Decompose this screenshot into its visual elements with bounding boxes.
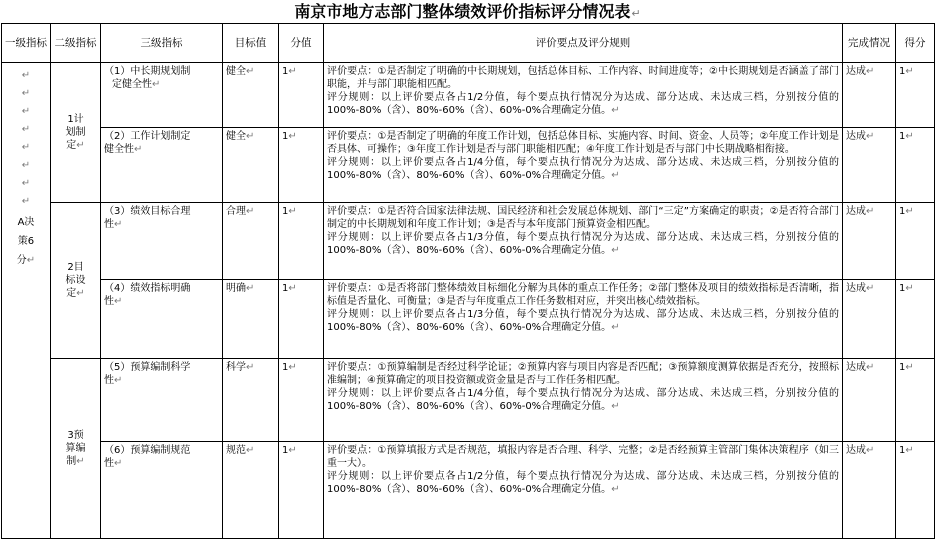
header-level2: 二级指标 [51, 24, 101, 63]
header-target: 目标值 [223, 24, 279, 63]
level1-label: A决 策6 分↵ [16, 217, 36, 266]
target-value: 健全↵ [223, 128, 279, 203]
rule-cell: 评价要点：①是否制定了明确的年度工作计划，包括总体目标、实施内容、时间、资金、人员等；②年度工作计划是否具体、可操作；③年度工作计划是否与部门职能相匹配；④年度工作计划是否与部门中长期战略相衔接。 评分规则：以上评价要点各占1/4分值，每个要点执行情况分为达成、部分达成、未达成三档，分别按分值的100%-80%（含）、80%-60%（含）、60%-0%合理确定分值。↵ [324, 128, 843, 203]
table-header-row [2, 24, 935, 63]
got-value: 1↵ [896, 442, 935, 539]
level3-cell: （3）绩效目标合理 性↵ [101, 203, 223, 280]
got-value: 1↵ [896, 63, 935, 128]
header-level3: 三级指标 [101, 24, 223, 63]
table-row [2, 280, 935, 359]
target-value: 合理↵ [223, 203, 279, 280]
score-value: 1↵ [279, 63, 324, 128]
target-value: 明确↵ [223, 280, 279, 359]
header-score: 分值 [279, 24, 324, 63]
table-row [2, 442, 935, 539]
table-row [2, 63, 935, 128]
table-row [2, 128, 935, 203]
score-value: 1↵ [279, 442, 324, 539]
got-value: 1↵ [896, 203, 935, 280]
level3-cell: （2）工作计划制定 健全性↵ [101, 128, 223, 203]
level3-cell: （4）绩效指标明确 性↵ [101, 280, 223, 359]
target-value: 科学↵ [223, 359, 279, 442]
status-value: 达成↵ [843, 442, 896, 539]
level2-cell-plan: 1计 划制 定↵ [51, 63, 101, 203]
rule-cell: 评价要点：①是否符合国家法律法规、国民经济和社会发展总体规划、部门“三定”方案确定的职责；②是否符合部门制定的中长期规划和年度工作计划；③是否与本年度部门预算资金相匹配。 评分规则：以上评价要点各占1/3分值，每个要点执行情况分为达成、部分达成、未达成三档，分别按分值的100%-80%（含）、80%-60%（含）、60%-0%合理确定分值。↵ [324, 203, 843, 280]
status-value: 达成↵ [843, 359, 896, 442]
got-value: 1↵ [896, 359, 935, 442]
header-got: 得分 [896, 24, 935, 63]
header-level1: 一级指标 [2, 24, 51, 63]
status-value: 达成↵ [843, 128, 896, 203]
level3-cell: （6）预算编制规范 性↵ [101, 442, 223, 539]
indicator-table [1, 23, 935, 539]
level3-cell: （1）中长期规划制 定健全性↵ [101, 63, 223, 128]
rule-cell: 评价要点：①预算填报方式是否规范，填报内容是否合理、科学、完整；②是否经预算主管部门集体决策程序（如三重一大）。 评分规则：以上评价要点各占1/2分值，每个要点执行情况分为达成、部分达成、未达成三档，分别按分值的100%-80%（含）、80%-60%（含）、60%-0%合理确定分值。↵ [324, 442, 843, 539]
score-value: 1↵ [279, 280, 324, 359]
score-value: 1↵ [279, 359, 324, 442]
header-rules: 评价要点及评分规则 [324, 24, 843, 63]
page-title: 南京市地方志部门整体绩效评价指标评分情况表↵ [294, 2, 641, 21]
table-row [2, 203, 935, 280]
rule-cell: 评价要点：①预算编制是否经过科学论证；②预算内容与项目内容是否匹配；③预算额度测算依据是否充分，按照标准编制；④预算确定的项目投资额或资金量是否与工作任务相匹配。 评分规则：以上评价要点各占1/4分值，每个要点执行情况分为达成、部分达成、未达成三档，分别按分值的100%-80%（含）、80%-60%（含）、60%-0%合理确定分值。↵ [324, 359, 843, 442]
level3-cell: （5）预算编制科学 性↵ [101, 359, 223, 442]
level2-cell-target: 2目 标设 定↵ [51, 203, 101, 359]
got-value: 1↵ [896, 280, 935, 359]
score-value: 1↵ [279, 203, 324, 280]
level1-cell: ↵ ↵ ↵ ↵ ↵ ↵ ↵ ↵ A决 策6 分↵ [2, 63, 51, 539]
target-value: 健全↵ [223, 63, 279, 128]
level2-cell-budget: 3预 算编 制↵ [51, 359, 101, 539]
table-row [2, 359, 935, 442]
target-value: 规范↵ [223, 442, 279, 539]
status-value: 达成↵ [843, 280, 896, 359]
score-value: 1↵ [279, 128, 324, 203]
got-value: 1↵ [896, 128, 935, 203]
status-value: 达成↵ [843, 63, 896, 128]
header-status: 完成情况 [843, 24, 896, 63]
paragraph-mark-icon: ↵ [631, 7, 641, 20]
rule-cell: 评价要点：①是否将部门整体绩效目标细化分解为具体的重点工作任务；②部门整体及项目的绩效指标是否清晰，指标值是否量化、可衡量；③是否与年度重点工作任务数相对应，并突出核心绩效指标。 评分规则：以上评价要点各占1/3分值，每个要点执行情况分为达成、部分达成、未达成三档，分别按分值的100%-80%（含）、80%-60%（含）、60%-0%合理确定分值。↵ [324, 280, 843, 359]
status-value: 达成↵ [843, 203, 896, 280]
rule-cell: 评价要点：①是否制定了明确的中长期规划，包括总体目标、工作内容、时间进度等；②中长期规划是否涵盖了部门职能，并与部门职能相匹配。 评分规则：以上评价要点各占1/2分值，每个要点执行情况分为达成、部分达成、未达成三档，分别按分值的100%-80%（含）、80%-60%（含）、60%-0%合理确定分值。↵ [324, 63, 843, 128]
